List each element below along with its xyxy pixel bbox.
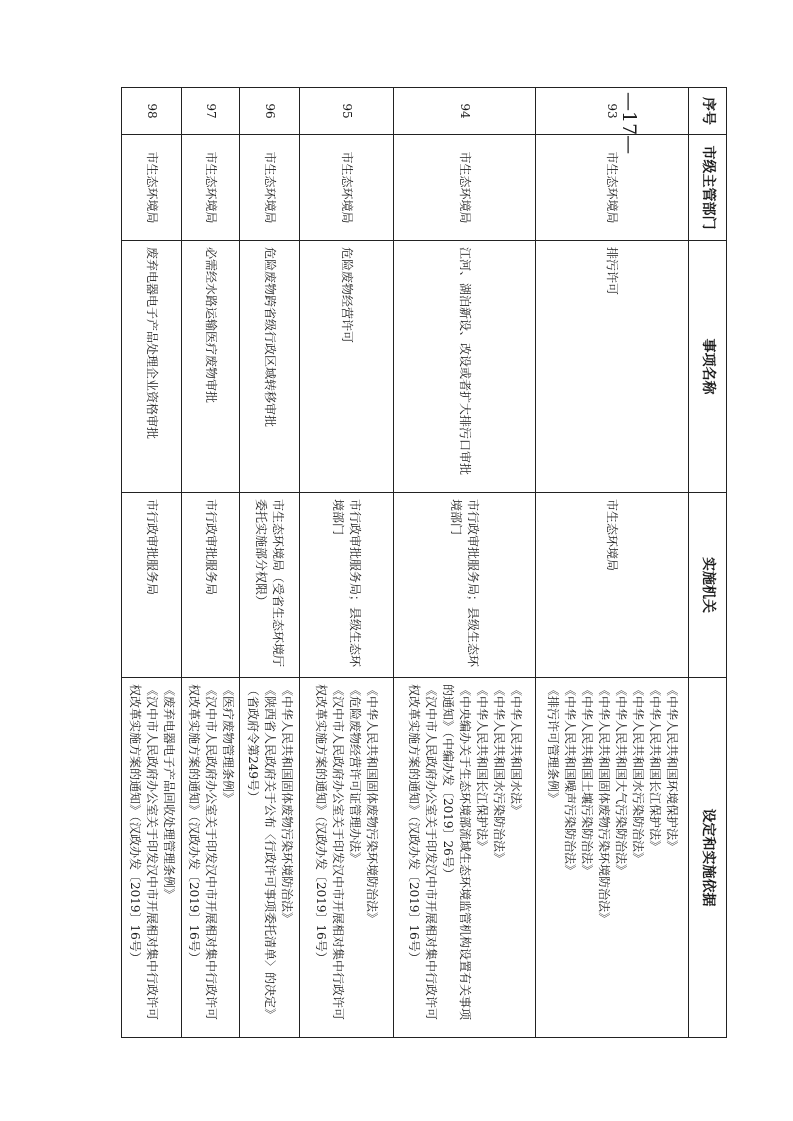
page-number: —17— — [618, 92, 640, 155]
row-basis — [182, 678, 240, 1038]
basis-line: 《汉中市人民政府办公室关于印发汉中市开展相对集中行政许可权改革实施方案的通知》（汉政办发〔2019〕16号） — [407, 684, 438, 1021]
basis-line: 《中华人民共和国长江保护法》 — [475, 684, 489, 853]
row-basis — [240, 678, 300, 1038]
row-number: 97 — [182, 88, 240, 135]
basis-line: 《排污许可管理条例》 — [546, 684, 560, 805]
basis-line: 《危险废物经营许可证管理办法》 — [348, 684, 363, 865]
basis-line: 《中华人民共和国水污染防治法》 — [492, 684, 506, 865]
row-dept: 市生态环境局 — [240, 135, 300, 241]
row-agency: 市生态环境局（受省生态环境厅委托实施部分权限） — [240, 493, 300, 678]
row-number: 96 — [240, 88, 300, 135]
row-agency: 市行政审批服务局；县级生态环境部门 — [300, 493, 394, 678]
header-name: 事项名称 — [689, 241, 727, 493]
row-item-name: 江河、湖泊新设、改设或者扩大排污口审批 — [394, 241, 536, 493]
table-body — [122, 88, 689, 1038]
row-agency: 市行政审批服务局 — [122, 493, 182, 678]
header-no: 序号 — [689, 88, 727, 135]
header-basis: 设定和实施依据 — [689, 678, 727, 1038]
row-agency: 市行政审批服务局；县级生态环境部门 — [394, 493, 536, 678]
basis-line: 《中华人民共和国固体废物污染环境防治法》 — [280, 684, 294, 925]
row-dept: 市生态环境局 — [182, 135, 240, 241]
row-dept: 市生态环境局 — [300, 135, 394, 241]
basis-line: 《废弃电器电子产品回收处理管理条例》 — [162, 684, 176, 901]
basis-line: 《中华人民共和国环境保护法》 — [665, 684, 679, 853]
table-header-row — [689, 88, 727, 1038]
rotated-page-content — [87, 87, 727, 1037]
table-row — [394, 88, 536, 1038]
row-basis — [300, 678, 394, 1038]
items-table — [121, 87, 727, 1038]
basis-line: 《汉中市人民政府办公室关于印发汉中市开展相对集中行政许可权改革实施方案的通知》（汉政办发〔2019〕16号） — [187, 684, 218, 1021]
basis-line: 《中华人民共和国水污染防治法》 — [631, 684, 645, 865]
row-item-name: 必需经水路运输医疗废物审批 — [182, 241, 240, 493]
basis-line: 《中华人民共和国大气污染防治法》 — [614, 684, 628, 877]
row-basis — [536, 678, 689, 1038]
table-row — [536, 88, 689, 1038]
row-basis — [394, 678, 536, 1038]
row-number: 93 — [536, 88, 689, 135]
row-dept: 市生态环境局 — [536, 135, 689, 241]
basis-line: 《中华人民共和国固体废物污染环境防治法》 — [365, 684, 380, 925]
row-number: 98 — [122, 88, 182, 135]
basis-line: 《中华人民共和国固体废物污染环境防治法》 — [597, 684, 611, 925]
basis-line: 《中央编办关于生态环境部流域生态环境监管机构设置有关事项的通知》（中编办发〔2019〕26号） — [441, 684, 472, 1021]
header-agency: 实施机关 — [689, 493, 727, 678]
basis-line: 《中华人民共和国土壤污染防治法》 — [580, 684, 594, 877]
table-row — [122, 88, 182, 1038]
row-item-name: 危险废物跨省级行政区域转移审批 — [240, 241, 300, 493]
row-agency: 市行政审批服务局 — [182, 493, 240, 678]
row-number: 95 — [300, 88, 394, 135]
table-row — [300, 88, 394, 1038]
basis-line: 《医疗废物管理条例》 — [221, 684, 235, 805]
row-item-name: 危险废物经营许可 — [300, 241, 394, 493]
table-row — [240, 88, 300, 1038]
row-basis — [122, 678, 182, 1038]
basis-line: 《中华人民共和国水法》 — [509, 684, 523, 817]
basis-line: 《汉中市人民政府办公室关于印发汉中市开展相对集中行政许可权改革实施方案的通知》（汉政办发〔2019〕16号） — [128, 684, 159, 1021]
row-item-name: 废弃电器电子产品处理企业资格审批 — [122, 241, 182, 493]
row-number: 94 — [394, 88, 536, 135]
basis-line: 《中华人民共和国长江保护法》 — [648, 684, 662, 853]
row-dept: 市生态环境局 — [394, 135, 536, 241]
row-agency: 市生态环境局 — [536, 493, 689, 678]
basis-line: 《陕西省人民政府关于公布〈行政许可事项委托清单〉的决定》（省政府令第249号） — [246, 684, 277, 1021]
row-item-name: 排污许可 — [536, 241, 689, 493]
basis-line: 《汉中市人民政府办公室关于印发汉中市开展相对集中行政许可权改革实施方案的通知》（汉政办发〔2019〕16号） — [314, 684, 346, 1021]
basis-line: 《中华人民共和国噪声污染防治法》 — [563, 684, 577, 877]
table-row — [182, 88, 240, 1038]
header-dept: 市级主管部门 — [689, 135, 727, 241]
row-dept: 市生态环境局 — [122, 135, 182, 241]
